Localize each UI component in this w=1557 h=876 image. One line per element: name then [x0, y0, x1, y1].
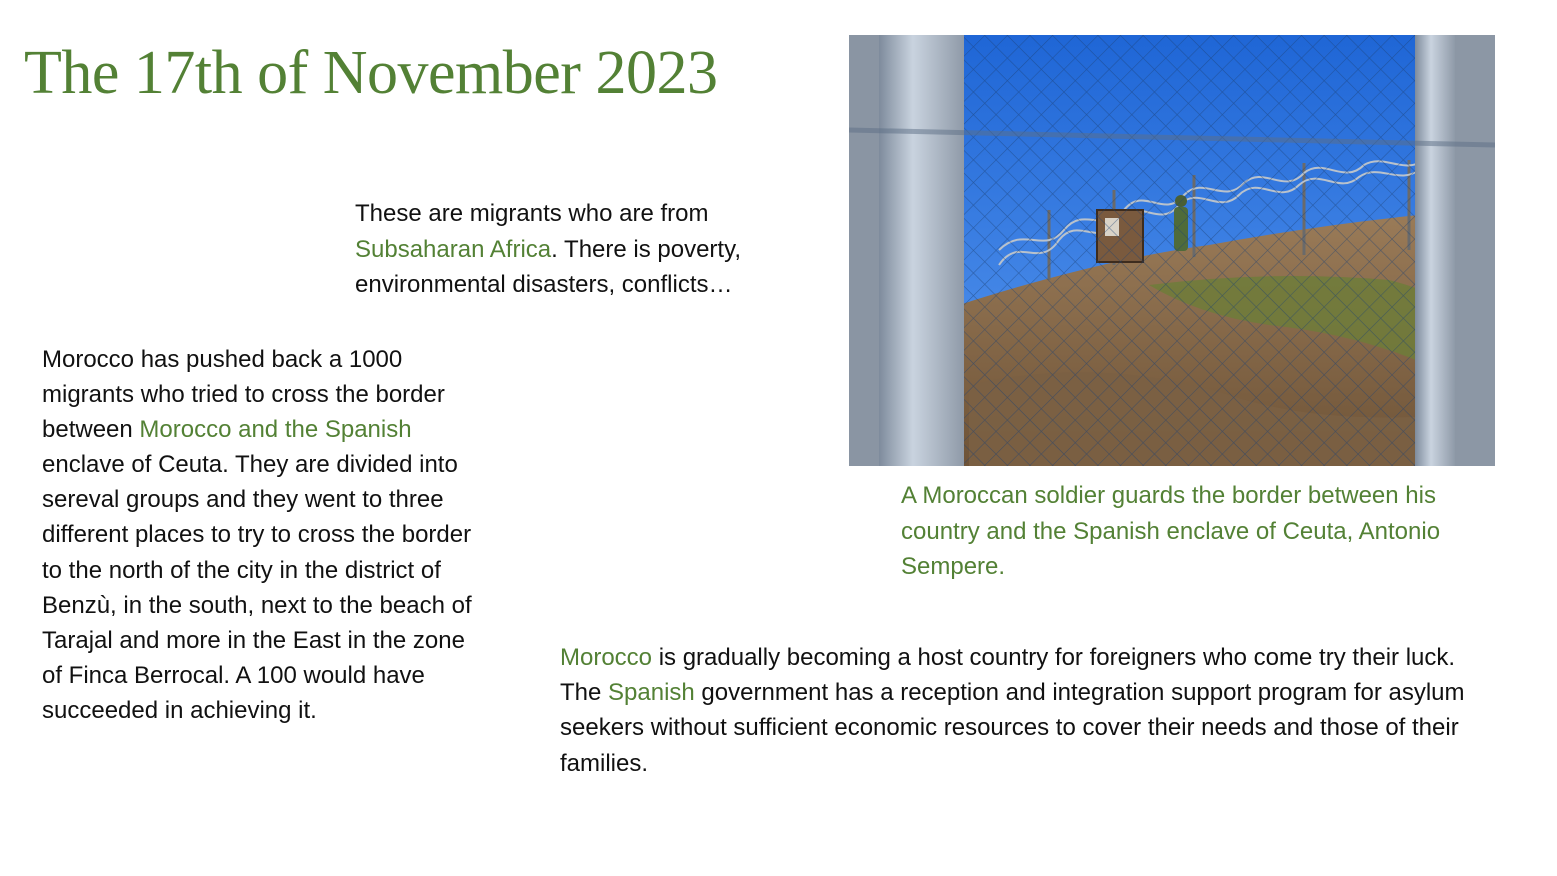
photo-caption: A Moroccan soldier guards the border between his country and the Spanish enclave of Ceuta, Antonio Sempere.: [901, 482, 1441, 580]
bottom-paragraph-1: [560, 640, 1520, 675]
left-paragraph: [42, 342, 482, 728]
left-text-end: enclave of Ceuta. They are divided into sereval groups and they went to three different places to try to cross the border to the north of the city in the district of Benzù, in the south, next to the beach of Tarajal and more in the East in the zone of Finca Berrocal. A 100 would have succeeded in achieving it.: [42, 451, 472, 724]
bottom-text-1: is gradually becoming a host country for foreigners who come try their luck.: [652, 644, 1456, 671]
bottom-highlight-spanish: Spanish: [608, 679, 695, 707]
left-text-start: Morocco has pushed back a 1000 migrants who tried to cross the border between: [42, 346, 445, 444]
intro-text-end: . There is poverty, environmental disasters, conflicts…: [355, 235, 741, 298]
bottom-text-2-start: The: [560, 679, 609, 707]
bottom-paragraph-2: [560, 675, 1520, 781]
border-photo: [849, 35, 1495, 466]
bottom-text-2: government has a reception and integration support program for asylum seekers without sufficient economic resources to cover their needs and those of their families.: [560, 679, 1465, 777]
intro-paragraph: [355, 196, 805, 303]
slide-title: The 17th of November 2023: [24, 39, 718, 107]
bottom-highlight-morocco: Morocco: [560, 644, 653, 671]
intro-text-start: These are migrants who are from: [355, 200, 709, 227]
border-photo-illustration: [849, 35, 1495, 466]
left-highlight: Morocco and the Spanish: [139, 416, 412, 444]
intro-highlight: Subsaharan Africa: [355, 235, 552, 263]
bottom-text: [560, 640, 1520, 781]
